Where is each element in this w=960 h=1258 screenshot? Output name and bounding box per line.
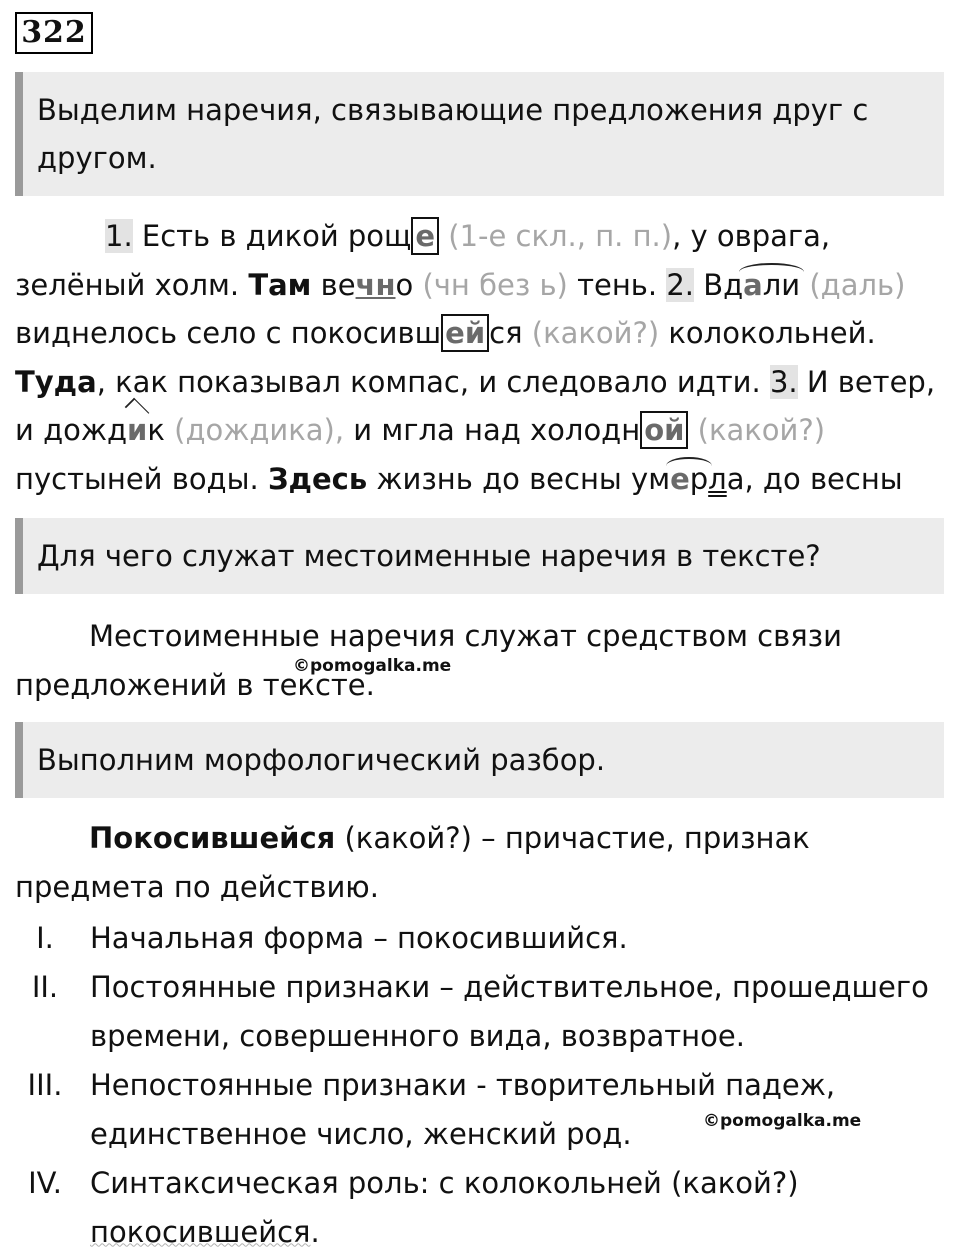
adverb-highlight: Туда [15, 364, 97, 399]
answer-paragraph: Местоименные наречия служат средством связи предложений в тексте. [15, 619, 842, 702]
adverb-highlight: Там [248, 267, 312, 302]
ending-box: е [411, 217, 439, 255]
section-heading-1: Выделим наречия, связывающие предложения друг с другом. [15, 72, 944, 196]
ending-box: ей [441, 314, 489, 352]
sentence-number: 1. [105, 219, 133, 253]
morph-intro: Покосившейся (какой?) – причастие, признак предмета по действию. [15, 821, 810, 904]
list-number: IV. [28, 1166, 62, 1200]
list-number: III. [27, 1068, 63, 1102]
list-item: Начальная форма – покосившийся. [90, 921, 628, 955]
list-number: I. [36, 921, 54, 955]
task-number: 322 [15, 12, 93, 54]
watermark: ©pomogalka.me [293, 656, 452, 676]
section-heading-2: Для чего служат местоименные наречия в тексте? [15, 518, 944, 594]
wavy-underlined-word: покосившейся [90, 1214, 311, 1249]
root-arc: ер [670, 455, 708, 504]
root-roof: и [127, 406, 147, 455]
adverb-highlight: Здесь [267, 461, 368, 496]
root-arc: али [743, 261, 800, 310]
ending-box: ой [640, 411, 688, 449]
list-item: Синтаксическая роль: с колокольней (какой?) покосившейся. [90, 1166, 799, 1249]
list-item: Непостоянные признаки - творительный падеж, единственное число, женский род. [90, 1068, 836, 1151]
example-text: 1. Есть в дикой рощ е (1-е скл., п. п.), у оврага, зелёный холм. Там вечно (чн без ь) тень. 2. Вдали (даль) виднелось село с покосивш ей ся (какой?) колокольней. Туда, как показывал компас, и следовало идти. 3. И ветер, и дождик (дождика), и мгла над холодн ой (какой?) пустыней воды. Здесь жизнь до весны умерла, до весны [15, 212, 950, 552]
section-heading-3: Выполним морфологический разбор. [15, 722, 944, 798]
watermark: ©pomogalka.me [703, 1111, 862, 1131]
sentence-number: 2. [666, 267, 694, 302]
list-item: Постоянные признаки – действительное, прошедшего времени, совершенного вида, возвратное. [90, 970, 929, 1053]
sentence-number: 3. [769, 364, 798, 399]
list-number: II. [31, 970, 59, 1004]
